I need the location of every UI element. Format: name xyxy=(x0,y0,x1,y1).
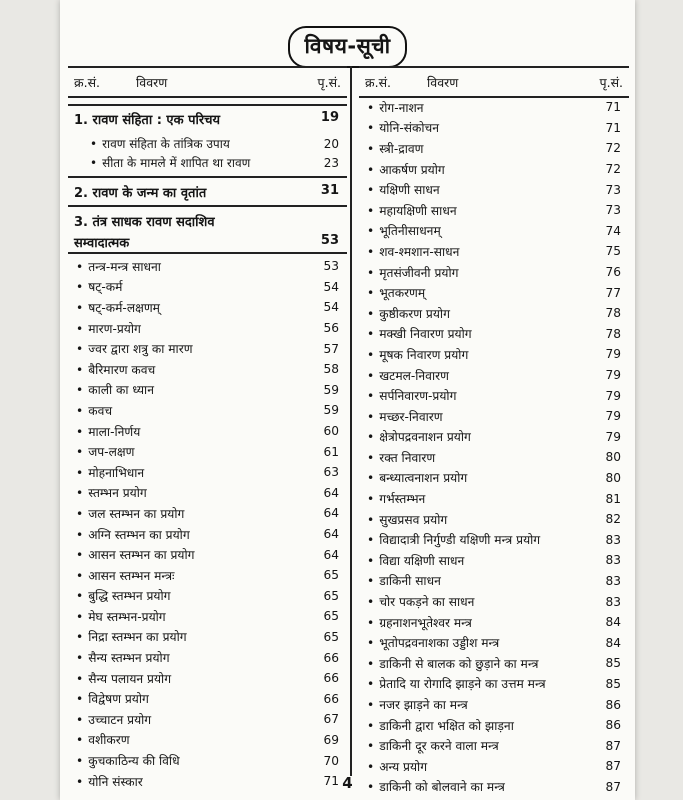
list-item xyxy=(359,468,629,489)
section-title-line2: सम्वादात्मक xyxy=(74,236,130,251)
list-item xyxy=(359,509,629,530)
section-title: 1. रावण संहिता : एक परिचय xyxy=(74,113,220,128)
list-item xyxy=(359,118,629,139)
section-3 xyxy=(68,212,347,251)
item-label: • आकर्षण प्रयोग xyxy=(367,161,445,178)
item-label: • यक्षिणी साधन xyxy=(367,181,440,198)
subitem-page: 23 xyxy=(323,155,339,170)
left-column-header xyxy=(68,66,347,98)
item-page: 79 xyxy=(605,409,621,424)
item-label: • सुखप्रसव प्रयोग xyxy=(367,511,447,528)
list-item xyxy=(68,668,347,689)
list-item xyxy=(359,612,629,633)
right-list xyxy=(359,97,629,797)
item-label: • प्रेतादि या रोगादि झाड़ने का उत्तम मन्त्र xyxy=(367,675,546,692)
item-page: 61 xyxy=(323,444,339,459)
list-item xyxy=(359,447,629,468)
item-label: • जल स्तम्भन का प्रयोग xyxy=(76,505,184,522)
item-page: 85 xyxy=(605,656,621,671)
list-item xyxy=(359,694,629,715)
item-page: 64 xyxy=(323,547,339,562)
item-page: 63 xyxy=(323,465,339,480)
item-label: • मेघ स्तम्भन-प्रयोग xyxy=(76,608,166,625)
item-label: • डाकिनी दूर करने वाला मन्त्र xyxy=(367,737,499,754)
item-label: • खटमल-निवारण xyxy=(367,367,449,384)
list-item xyxy=(359,406,629,427)
list-item xyxy=(359,632,629,653)
list-item xyxy=(68,380,347,401)
item-label: • वशीकरण xyxy=(76,731,130,748)
item-label: • काली का ध्यान xyxy=(76,381,154,398)
item-label: • डाकिनी को बोलवाने का मन्त्र xyxy=(367,778,505,795)
header-desc: विवरण xyxy=(427,74,459,90)
item-label: • डाकिनी द्वारा भक्षित को झाड़ना xyxy=(367,717,514,734)
left-column xyxy=(68,66,347,98)
item-page: 72 xyxy=(605,141,621,156)
item-page: 58 xyxy=(323,362,339,377)
list-item xyxy=(359,427,629,448)
item-page: 72 xyxy=(605,162,621,177)
list-item xyxy=(68,688,347,709)
item-page: 84 xyxy=(605,615,621,630)
item-label: • मारण-प्रयोग xyxy=(76,320,141,337)
item-label: • विद्या यक्षिणी साधन xyxy=(367,552,464,569)
list-item xyxy=(68,318,347,339)
list-item xyxy=(68,586,347,607)
item-label: • बुद्धि स्तम्भन प्रयोग xyxy=(76,587,171,604)
subitem-label: • रावण संहिता के तांत्रिक उपाय xyxy=(90,135,230,152)
section-page: 19 xyxy=(320,110,339,125)
item-page: 53 xyxy=(323,259,339,274)
list-item xyxy=(359,200,629,221)
section-divider xyxy=(68,104,347,106)
list-item xyxy=(68,421,347,442)
item-label: • कुष्ठीकरण प्रयोग xyxy=(367,305,450,322)
header-page: पृ.सं. xyxy=(317,74,341,90)
section-divider xyxy=(68,252,347,254)
list-item xyxy=(359,385,629,406)
item-page: 54 xyxy=(323,279,339,294)
item-page: 66 xyxy=(323,671,339,686)
list-item xyxy=(68,750,347,771)
item-page: 69 xyxy=(323,732,339,747)
item-page: 80 xyxy=(605,450,621,465)
item-page: 56 xyxy=(323,321,339,336)
item-label: • षट्-कर्म xyxy=(76,278,122,295)
item-label: • सर्पनिवारण-प्रयोग xyxy=(367,387,456,404)
book-page xyxy=(60,0,635,800)
item-page: 86 xyxy=(605,718,621,733)
item-page: 83 xyxy=(605,573,621,588)
list-item xyxy=(359,550,629,571)
item-page: 79 xyxy=(605,388,621,403)
item-page: 76 xyxy=(605,265,621,280)
item-page: 75 xyxy=(605,244,621,259)
item-label: • आसन स्तम्भन मन्त्रः xyxy=(76,567,175,584)
list-item xyxy=(68,709,347,730)
item-page: 64 xyxy=(323,527,339,542)
section-2 xyxy=(68,183,347,201)
item-label: • कुचकाठिन्य की विधि xyxy=(76,752,180,769)
item-page: 82 xyxy=(605,512,621,527)
item-label: • मक्खी निवारण प्रयोग xyxy=(367,325,472,342)
list-item xyxy=(359,138,629,159)
list-item xyxy=(68,544,347,565)
section-divider xyxy=(68,205,347,207)
item-label: • ग्रहनाशनभूतेश्वर मन्त्र xyxy=(367,614,472,631)
item-label: • योनि संस्कार xyxy=(76,773,143,790)
item-label: • निद्रा स्तम्भन का प्रयोग xyxy=(76,628,187,645)
item-page: 83 xyxy=(605,532,621,547)
item-label: • रोग-नाशन xyxy=(367,99,424,116)
page-title: विषय-सूची xyxy=(288,26,406,68)
item-label: • डाकिनी से बालक को छुड़ाने का मन्त्र xyxy=(367,655,539,672)
list-item xyxy=(68,441,347,462)
item-page: 67 xyxy=(323,712,339,727)
item-label: • बन्ध्यात्वनाशन प्रयोग xyxy=(367,469,467,486)
subitem-page: 20 xyxy=(323,136,339,151)
list-item xyxy=(68,483,347,504)
item-label: • स्त्री-द्रावण xyxy=(367,140,423,157)
item-page: 84 xyxy=(605,635,621,650)
item-page: 87 xyxy=(605,779,621,794)
page-number: 4 xyxy=(342,774,353,792)
header-desc: विवरण xyxy=(136,74,168,90)
list-item xyxy=(68,134,347,153)
item-label: • नजर झाड़ने का मन्त्र xyxy=(367,696,468,713)
list-item xyxy=(68,256,347,277)
item-label: • विद्यादात्री निर्गुण्डी यक्षिणी मन्त्र प्रयोग xyxy=(367,531,540,548)
list-item xyxy=(68,462,347,483)
item-label: • उच्चाटन प्रयोग xyxy=(76,711,151,728)
item-page: 73 xyxy=(605,203,621,218)
item-label: • भूतोपद्रवनाशका उड्डीश मन्त्र xyxy=(367,634,499,651)
item-page: 87 xyxy=(605,738,621,753)
list-item xyxy=(359,221,629,242)
item-label: • भूतकरणम् xyxy=(367,284,425,301)
item-page: 78 xyxy=(605,306,621,321)
item-page: 83 xyxy=(605,594,621,609)
item-page: 71 xyxy=(605,120,621,135)
title-wrap xyxy=(60,26,635,68)
item-page: 83 xyxy=(605,553,621,568)
list-item xyxy=(359,674,629,695)
right-column xyxy=(359,66,629,98)
item-page: 65 xyxy=(323,568,339,583)
section-1 xyxy=(68,110,347,128)
list-item xyxy=(359,97,629,118)
item-page: 57 xyxy=(323,341,339,356)
list-item xyxy=(68,277,347,298)
item-label: • सैन्य स्तम्भन प्रयोग xyxy=(76,649,170,666)
list-item xyxy=(359,179,629,200)
item-page: 65 xyxy=(323,629,339,644)
list-item xyxy=(68,524,347,545)
section-divider xyxy=(68,176,347,178)
list-item xyxy=(68,627,347,648)
item-page: 74 xyxy=(605,223,621,238)
item-label: • माला-निर्णय xyxy=(76,423,140,440)
subitem-label: • सीता के मामले में शापित था रावण xyxy=(90,154,250,171)
list-item xyxy=(359,715,629,736)
item-page: 64 xyxy=(323,506,339,521)
section-page: 53 xyxy=(320,233,339,248)
item-page: 59 xyxy=(323,403,339,418)
list-item xyxy=(359,159,629,180)
list-item xyxy=(68,730,347,751)
list-item xyxy=(68,359,347,380)
item-page: 80 xyxy=(605,470,621,485)
item-label: • मच्छर-निवारण xyxy=(367,408,443,425)
item-page: 59 xyxy=(323,382,339,397)
right-column-header xyxy=(359,66,629,98)
item-page: 70 xyxy=(323,753,339,768)
item-label: • अन्य प्रयोग xyxy=(367,758,427,775)
section-1-subitems xyxy=(68,134,347,172)
item-label: • भूतिनीसाधनम् xyxy=(367,222,441,239)
item-label: • बैरिमारण कवच xyxy=(76,361,155,378)
item-label: • रक्त निवारण xyxy=(367,449,435,466)
item-page: 79 xyxy=(605,368,621,383)
list-item xyxy=(359,344,629,365)
item-page: 73 xyxy=(605,182,621,197)
list-item xyxy=(68,565,347,586)
item-label: • जप-लक्षण xyxy=(76,443,134,460)
item-page: 60 xyxy=(323,424,339,439)
item-page: 77 xyxy=(605,285,621,300)
item-page: 66 xyxy=(323,650,339,665)
item-label: • कवच xyxy=(76,402,112,419)
item-label: • तन्त्र-मन्त्र साधना xyxy=(76,258,161,275)
header-num: क्र.सं. xyxy=(365,74,391,90)
item-page: 81 xyxy=(605,491,621,506)
item-page: 71 xyxy=(605,100,621,115)
list-item xyxy=(68,647,347,668)
item-label: • मृतसंजीवनी प्रयोग xyxy=(367,264,458,281)
list-item xyxy=(68,153,347,172)
item-label: • चोर पकड़ने का साधन xyxy=(367,593,474,610)
list-item xyxy=(359,303,629,324)
item-page: 87 xyxy=(605,759,621,774)
item-label: • ज्वर द्वारा शत्रु का मारण xyxy=(76,340,193,357)
list-item xyxy=(68,503,347,524)
list-item xyxy=(359,262,629,283)
item-page: 66 xyxy=(323,691,339,706)
item-label: • क्षेत्रोपद्रवनाशन प्रयोग xyxy=(367,428,471,445)
item-label: • महायक्षिणी साधन xyxy=(367,202,457,219)
item-page: 54 xyxy=(323,300,339,315)
list-item xyxy=(359,282,629,303)
left-list xyxy=(68,256,347,791)
item-label: • डाकिनी साधन xyxy=(367,572,441,589)
item-label: • स्तम्भन प्रयोग xyxy=(76,484,147,501)
list-item xyxy=(68,400,347,421)
item-label: • अग्नि स्तम्भन का प्रयोग xyxy=(76,526,190,543)
item-page: 79 xyxy=(605,429,621,444)
item-label: • मोहनाभिधान xyxy=(76,464,144,481)
item-label: • मूषक निवारण प्रयोग xyxy=(367,346,468,363)
list-item xyxy=(359,529,629,550)
list-item xyxy=(68,338,347,359)
item-page: 78 xyxy=(605,326,621,341)
header-num: क्र.सं. xyxy=(74,74,100,90)
item-label: • विद्वेषण प्रयोग xyxy=(76,690,149,707)
list-item xyxy=(359,591,629,612)
item-page: 64 xyxy=(323,485,339,500)
section-page: 31 xyxy=(320,183,339,198)
list-item xyxy=(359,324,629,345)
section-title: 2. रावण के जन्म का वृतांत xyxy=(74,186,207,201)
list-item xyxy=(68,606,347,627)
list-item xyxy=(359,735,629,756)
list-item xyxy=(359,571,629,592)
item-page: 85 xyxy=(605,676,621,691)
header-page: पृ.सं. xyxy=(599,74,623,90)
item-page: 71 xyxy=(323,774,339,789)
list-item xyxy=(359,365,629,386)
item-page: 65 xyxy=(323,609,339,624)
list-item xyxy=(359,488,629,509)
item-label: • शव-श्मशान-साधन xyxy=(367,243,459,260)
list-item xyxy=(359,653,629,674)
list-item xyxy=(359,241,629,262)
item-label: • गर्भस्तम्भन xyxy=(367,490,425,507)
section-title-line1: 3. तंत्र साधक रावण सदाशिव xyxy=(74,215,215,230)
item-label: • षट्-कर्म-लक्षणम् xyxy=(76,299,160,316)
item-label: • योनि-संकोचन xyxy=(367,119,439,136)
item-page: 79 xyxy=(605,347,621,362)
item-page: 65 xyxy=(323,588,339,603)
list-item xyxy=(68,297,347,318)
item-label: • सैन्य पलायन प्रयोग xyxy=(76,670,171,687)
item-page: 86 xyxy=(605,697,621,712)
item-label: • आसन स्तम्भन का प्रयोग xyxy=(76,546,195,563)
column-divider xyxy=(350,66,352,776)
